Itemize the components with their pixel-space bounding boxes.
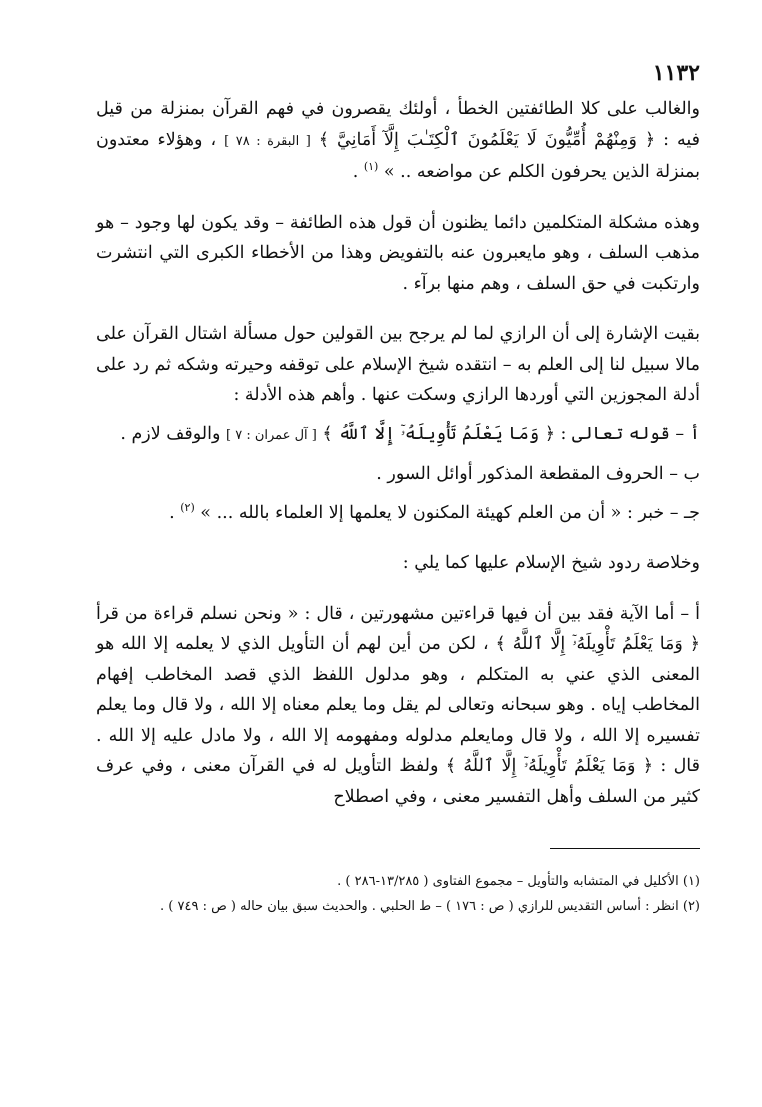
paragraph-1: [96, 94, 700, 188]
paragraph-2: [96, 208, 700, 300]
p4-text-b: والوقف لازم .: [120, 423, 226, 444]
footnote-marker-2: (٢): [180, 500, 195, 514]
book-page: [96, 56, 700, 919]
footnotes: [96, 869, 700, 919]
p8-text: أ – أما الآية فقد بين أن فيها قراءتين مشهورتين ، قال : « ونحن نسلم قراءة من قرأ ﴿ وَمَا يَعْلَمُ تَأْوِيلَهُۥٓ إِلَّا ٱللَّهُ ﴾ ، لكن من أين لهم أن التأويل الذي لا يعلمه إلا الله هو المعنى الذي عني به المتكلم ، وهو مدلول اللفظ الذي قصد المخاطب إفهام المخاطب إياه . وهو سبحانه وتعالى لم يقل وما يعلم معناه إلا الله ، ولا قال وما يعلم تفسيره إلا الله ، ولا قال ومايعلم مدلوله ومفهومه إلا الله ، ولا مادل عليه إلا الله . قال : ﴿ وَمَا يَعْلَمُ تَأْوِيلَهُۥٓ إِلَّا ٱللَّهُ ﴾ ولفظ التأويل له في القرآن معنى ، وفي عرف كثير من السلف وأهل التفسير معنى ، وفي اصطلاح: [96, 603, 700, 807]
p4-text-a: أ – قوله تعالى : ﴿ وَمَا يَعْلَمُ تَأْوِيلَهُۥٓ إِلَّا ٱللَّهُ ﴾: [316, 423, 700, 444]
footnote-2: (٢) انظر : أساس التقديس للرازي ( ص : ١٧٦ ) – ط الحلبي . والحديث سبق بيان حاله ( ص : ٧٤٩ ) .: [160, 899, 700, 914]
paragraph-8: [96, 599, 700, 813]
p6-text-b: .: [169, 502, 181, 523]
p3-text: بقيت الإشارة إلى أن الرازي لما لم يرجح بين القولين حول مسألة اشتال القرآن على مالا سبيل لنا إلى العلم به – انتقده شيخ الإسلام على توقفه وحيرته وشكه ثم رد على أدلة المجوزين التي أوردها الرازي وسكت عنها . وأهم هذه الأدلة :: [96, 324, 700, 405]
paragraph-4: [96, 419, 700, 452]
paragraph-6: [96, 498, 700, 529]
footnote-marker-1: (١): [363, 160, 379, 174]
footnote-1: (١) الأكليل في المتشابه والتأويل – مجموع الفتاوى ( ١٣/٢٨٥-٢٨٦ ) .: [337, 874, 700, 889]
p2-text: وهذه مشكلة المتكلمين دائما يظنون أن قول هذه الطائفة – وقد يكون لها وجود – هو مذهب السلف ، وهو مايعبرون عنه بالتفويض وهذا من الأخطاء الكبرى التي انتشرت وارتكبت في حق السلف ، وهم منها برآء .: [96, 212, 700, 294]
footnote-separator: [550, 848, 700, 849]
p1-quran-ref: [ البقرة : ٧٨ ]: [224, 133, 311, 149]
p1-text-c: .: [352, 162, 364, 182]
paragraph-5: [96, 459, 700, 490]
p1-text-b: ، وهؤلاء معتدون بمنزلة الذين يحرفون الكلم عن مواضعه .. »: [96, 129, 700, 182]
p4-quran-ref: [ آل عمران : ٧ ]: [226, 427, 317, 443]
p7-text: وخلاصة ردود شيخ الإسلام عليها كما يلي :: [402, 553, 700, 573]
paragraph-7: [96, 548, 700, 579]
p5-text: ب – الحروف المقطعة المذكور أوائل السور .: [376, 464, 700, 484]
page-number: ١١٣٢: [652, 60, 700, 86]
p6-text-a: جـ – خبر : « أن من العلم كهيئة المكنون لا يعلمها إلا العلماء بالله ... »: [194, 502, 700, 523]
paragraph-3: [96, 319, 700, 411]
p1-text-a: والغالب على كلا الطائفتين الخطأ ، أولئك يقصرون في فهم القرآن بمنزلة من قيل فيه : ﴿ وَمِنْهُمْ أُمِّيُّونَ لَا يَعْلَمُونَ ٱلْكِتَـٰبَ إِلَّآ أَمَانِيَّ ﴾: [96, 99, 700, 150]
